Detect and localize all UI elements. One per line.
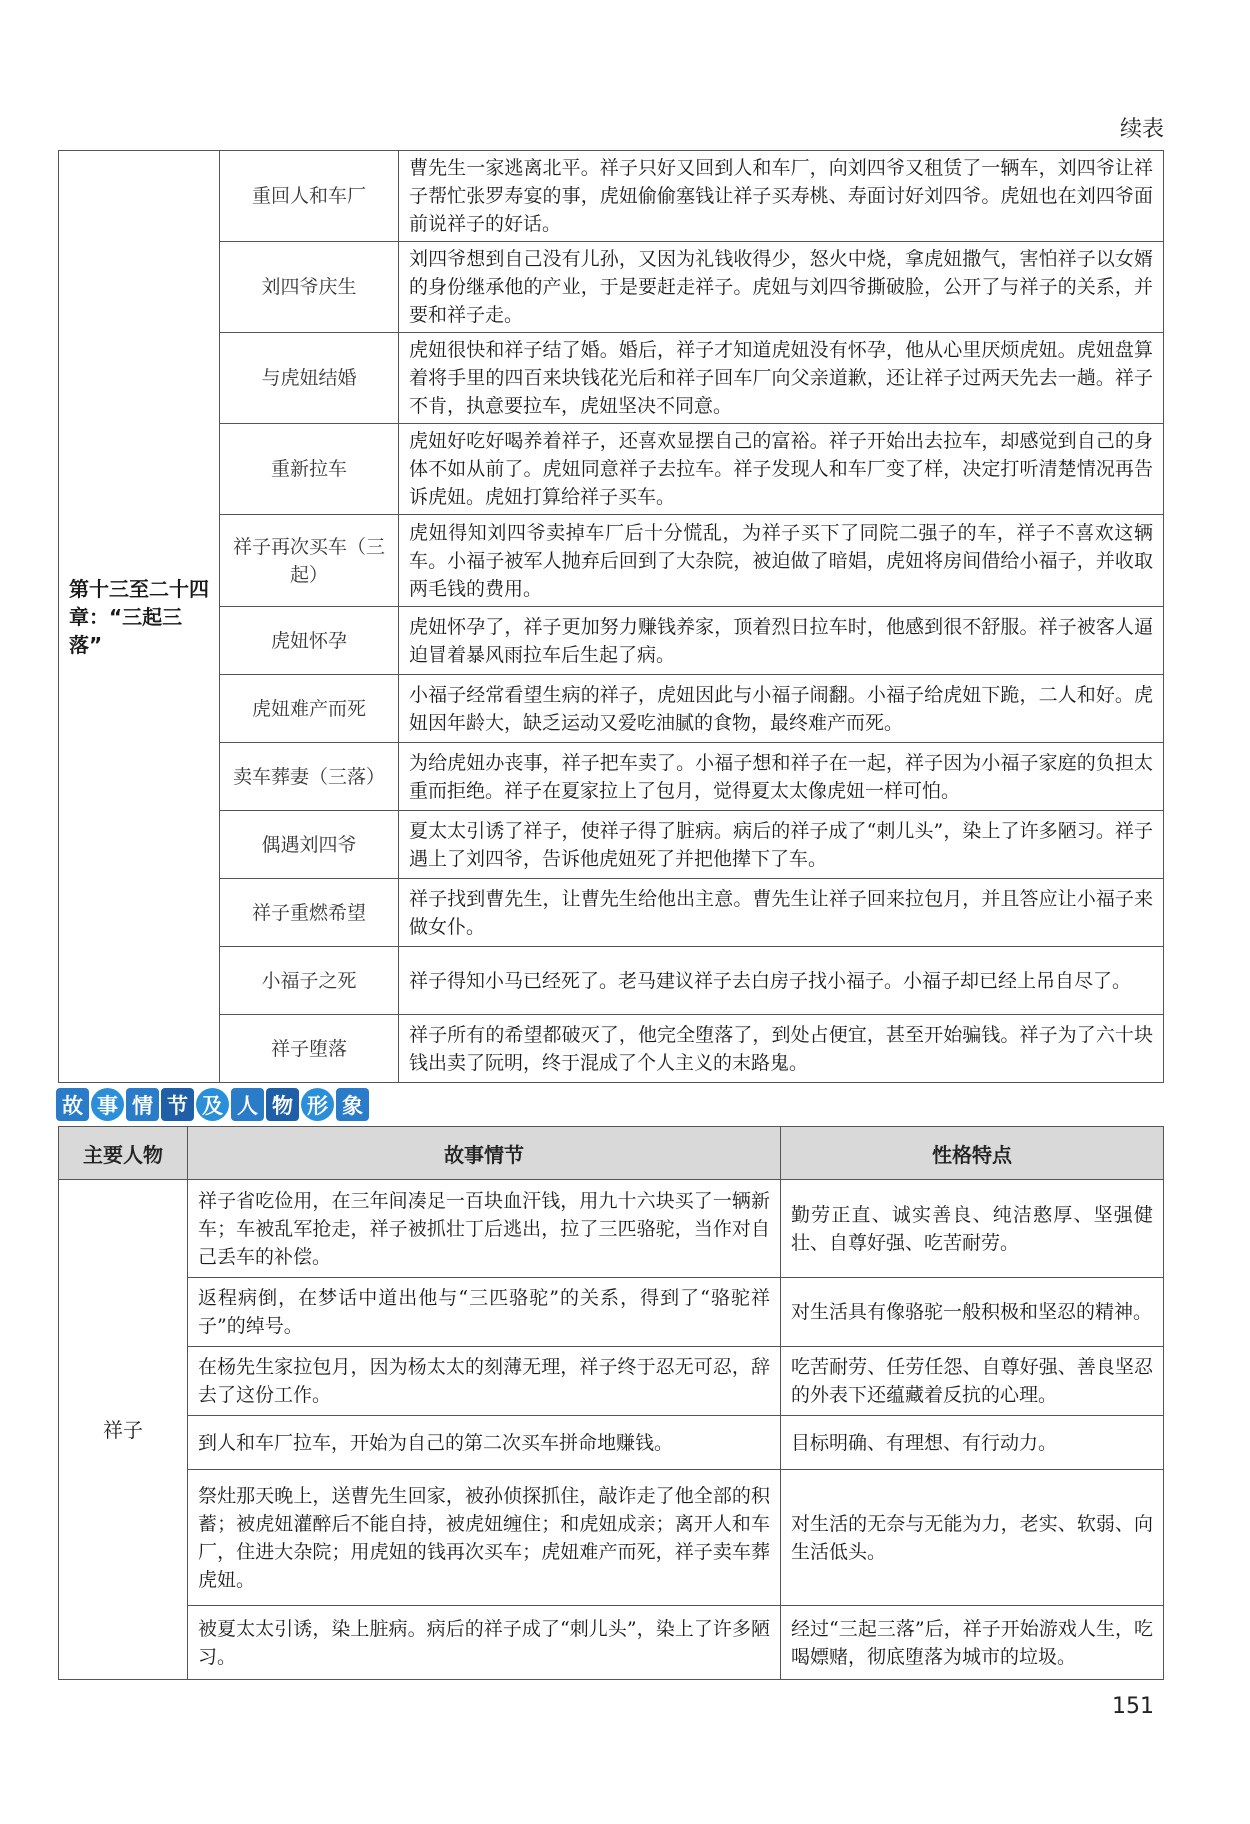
plot-cell: 在杨先生家拉包月，因为杨太太的刻薄无理，祥子终于忍无可忍，辞去了这份工作。 <box>188 1347 781 1416</box>
traits-cell: 对生活的无奈与无能为力，老实、软弱、向生活低头。 <box>781 1470 1164 1606</box>
table-row <box>59 1015 1164 1083</box>
table-row <box>59 947 1164 1015</box>
header-plot: 故事情节 <box>188 1127 781 1180</box>
table-row <box>59 811 1164 879</box>
table-row <box>59 333 1164 424</box>
desc-cell: 虎妞很快和祥子结了婚。婚后，祥子才知道虎妞没有怀孕，他从心里厌烦虎妞。虎妞盘算着将手里的四百来块钱花光后和祥子回车厂向父亲道歉，还让祥子过两天先去一趟。祥子不肯，执意要拉车，虎妞坚决不同意。 <box>399 333 1164 424</box>
event-cell: 刘四爷庆生 <box>220 242 399 333</box>
desc-cell: 夏太太引诱了祥子，使祥子得了脏病。病后的祥子成了“刺儿头”，染上了许多陋习。祥子遇上了刘四爷，告诉他虎妞死了并把他撵下了车。 <box>399 811 1164 879</box>
character-table <box>58 1126 1164 1680</box>
table-row <box>59 151 1164 242</box>
section-title-char: 节 <box>161 1088 194 1121</box>
section-title-char: 物 <box>266 1088 299 1121</box>
desc-cell: 曹先生一家逃离北平。祥子只好又回到人和车厂，向刘四爷又租赁了一辆车，刘四爷让祥子帮忙张罗寿宴的事，虎妞偷偷塞钱让祥子买寿桃、寿面讨好刘四爷。虎妞也在刘四爷面前说祥子的好话。 <box>399 151 1164 242</box>
desc-cell: 祥子得知小马已经死了。老马建议祥子去白房子找小福子。小福子却已经上吊自尽了。 <box>399 947 1164 1015</box>
desc-cell: 为给虎妞办丧事，祥子把车卖了。小福子想和祥子在一起，祥子因为小福子家庭的负担太重而拒绝。祥子在夏家拉上了包月，觉得夏太太像虎妞一样可怕。 <box>399 743 1164 811</box>
table-row <box>59 607 1164 675</box>
table-row <box>59 675 1164 743</box>
event-cell: 小福子之死 <box>220 947 399 1015</box>
section-title-char: 事 <box>91 1088 124 1121</box>
character-name: 祥子 <box>59 1180 188 1680</box>
traits-cell: 对生活具有像骆驼一般积极和坚忍的精神。 <box>781 1278 1164 1347</box>
desc-cell: 虎妞得知刘四爷卖掉车厂后十分慌乱，为祥子买下了同院二强子的车，祥子不喜欢这辆车。小福子被军人抛弃后回到了大杂院，被迫做了暗娼，虎妞将房间借给小福子，并收取两毛钱的费用。 <box>399 515 1164 607</box>
section-title <box>56 1088 369 1124</box>
event-cell: 重新拉车 <box>220 424 399 515</box>
plot-cell: 祭灶那天晚上，送曹先生回家，被孙侦探抓住，敲诈走了他全部的积蓄；被虎妞灌醉后不能自持，被虎妞缠住；和虎妞成亲；离开人和车厂，住进大杂院；用虎妞的钱再次买车；虎妞难产而死，祥子卖车葬虎妞。 <box>188 1470 781 1606</box>
table-row <box>59 515 1164 607</box>
section-title-char: 故 <box>56 1088 89 1121</box>
table-row <box>59 879 1164 947</box>
desc-cell: 祥子找到曹先生，让曹先生给他出主意。曹先生让祥子回来拉包月，并且答应让小福子来做女仆。 <box>399 879 1164 947</box>
event-cell: 重回人和车厂 <box>220 151 399 242</box>
event-cell: 祥子堕落 <box>220 1015 399 1083</box>
section-title-char: 情 <box>126 1088 159 1121</box>
table-header-row <box>59 1127 1164 1180</box>
event-cell: 祥子再次买车（三起） <box>220 515 399 607</box>
table-row <box>59 1416 1164 1470</box>
table-row <box>59 1180 1164 1278</box>
table-row <box>59 1278 1164 1347</box>
plot-cell: 被夏太太引诱，染上脏病。病后的祥子成了“刺儿头”，染上了许多陋习。 <box>188 1606 781 1680</box>
desc-cell: 刘四爷想到自己没有儿孙，又因为礼钱收得少，怒火中烧，拿虎妞撒气，害怕祥子以女婿的身份继承他的产业，于是要赶走祥子。虎妞与刘四爷撕破脸，公开了与祥子的关系，并要和祥子走。 <box>399 242 1164 333</box>
desc-cell: 虎妞好吃好喝养着祥子，还喜欢显摆自己的富裕。祥子开始出去拉车，却感觉到自己的身体不如从前了。虎妞同意祥子去拉车。祥子发现人和车厂变了样，决定打听清楚情况再告诉虎妞。虎妞打算给祥子买车。 <box>399 424 1164 515</box>
event-cell: 与虎妞结婚 <box>220 333 399 424</box>
table-row <box>59 1347 1164 1416</box>
event-cell: 虎妞怀孕 <box>220 607 399 675</box>
event-cell: 偶遇刘四爷 <box>220 811 399 879</box>
header-traits: 性格特点 <box>781 1127 1164 1180</box>
section-title-char: 形 <box>301 1088 334 1121</box>
header-name: 主要人物 <box>59 1127 188 1180</box>
desc-cell: 小福子经常看望生病的祥子，虎妞因此与小福子闹翻。小福子给虎妞下跪，二人和好。虎妞因年龄大，缺乏运动又爱吃油腻的食物，最终难产而死。 <box>399 675 1164 743</box>
traits-cell: 目标明确、有理想、有行动力。 <box>781 1416 1164 1470</box>
plot-cell: 祥子省吃俭用，在三年间凑足一百块血汗钱，用九十六块买了一辆新车；车被乱军抢走，祥子被抓壮丁后逃出，拉了三匹骆驼，当作对自己丢车的补偿。 <box>188 1180 781 1278</box>
continued-label: 续表 <box>1119 117 1164 142</box>
section-title-char: 及 <box>196 1088 229 1121</box>
event-cell: 虎妞难产而死 <box>220 675 399 743</box>
plot-summary-table <box>58 150 1164 1083</box>
traits-cell: 吃苦耐劳、任劳任怨、自尊好强、善良坚忍的外表下还蕴藏着反抗的心理。 <box>781 1347 1164 1416</box>
plot-cell: 到人和车厂拉车，开始为自己的第二次买车拼命地赚钱。 <box>188 1416 781 1470</box>
chapter-cell: 第十三至二十四章：“三起三落” <box>59 151 220 1083</box>
plot-cell: 返程病倒，在梦话中道出他与“三匹骆驼”的关系，得到了“骆驼祥子”的绰号。 <box>188 1278 781 1347</box>
traits-cell: 经过“三起三落”后，祥子开始游戏人生，吃喝嫖赌，彻底堕落为城市的垃圾。 <box>781 1606 1164 1680</box>
section-title-char: 象 <box>336 1088 369 1121</box>
desc-cell: 虎妞怀孕了，祥子更加努力赚钱养家，顶着烈日拉车时，他感到很不舒服。祥子被客人逼迫冒着暴风雨拉车后生起了病。 <box>399 607 1164 675</box>
event-cell: 祥子重燃希望 <box>220 879 399 947</box>
desc-cell: 祥子所有的希望都破灭了，他完全堕落了，到处占便宜，甚至开始骗钱。祥子为了六十块钱出卖了阮明，终于混成了个人主义的末路鬼。 <box>399 1015 1164 1083</box>
table-row <box>59 743 1164 811</box>
table-row <box>59 242 1164 333</box>
event-cell: 卖车葬妻（三落） <box>220 743 399 811</box>
section-title-char: 人 <box>231 1088 264 1121</box>
traits-cell: 勤劳正直、诚实善良、纯洁憨厚、坚强健壮、自尊好强、吃苦耐劳。 <box>781 1180 1164 1278</box>
page-number: 151 <box>1112 1694 1154 1719</box>
table-row <box>59 1606 1164 1680</box>
table-row <box>59 424 1164 515</box>
table-row <box>59 1470 1164 1606</box>
